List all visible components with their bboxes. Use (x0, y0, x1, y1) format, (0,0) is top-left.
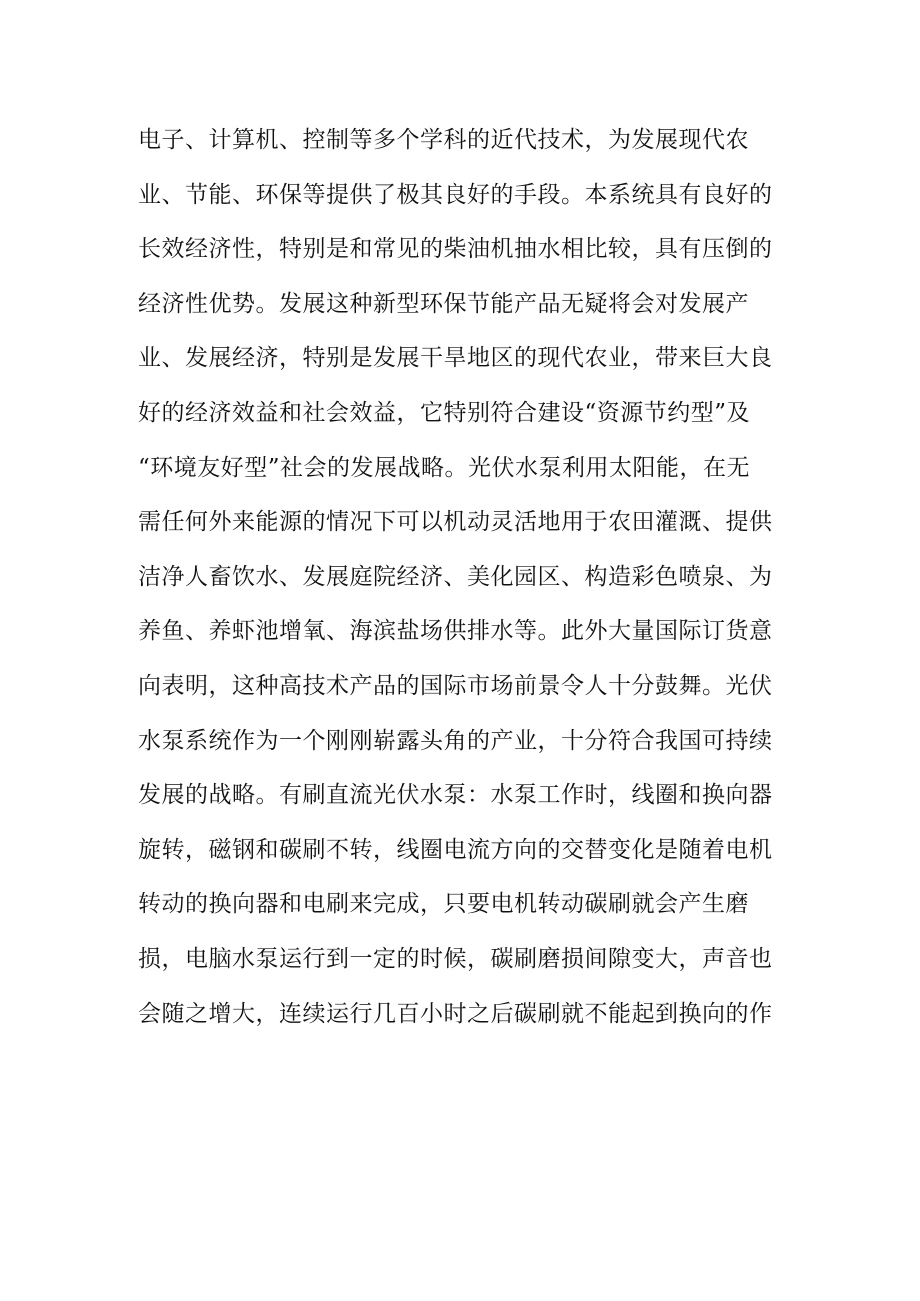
text-line: 会随之增大，连续运行几百小时之后碳刷就不能起到换向的作 (138, 1000, 773, 1027)
text-line: 洁净人畜饮水、发展庭院经济、美化园区、构造彩色喷泉、为 (138, 563, 773, 590)
text-line: 需任何外来能源的情况下可以机动灵活地用于农田灌溉、提供 (138, 509, 773, 536)
body-text (138, 118, 778, 1046)
text-line: 业、发展经济，特别是发展干旱地区的现代农业，带来巨大良 (138, 345, 773, 372)
text-line: 旋转，磁钢和碳刷不转，线圈电流方向的交替变化是随着电机 (138, 836, 773, 863)
text-line: 长效经济性，特别是和常见的柴油机抽水相比较，具有压倒的 (138, 236, 773, 263)
text-line: 业、节能、环保等提供了极其良好的手段。本系统具有良好的 (138, 181, 773, 208)
text-line: 电子、计算机、控制等多个学科的近代技术，为发展现代农 (138, 127, 749, 153)
text-line: 转动的换向器和电刷来完成，只要电机转动碳刷就会产生磨 (138, 891, 749, 918)
text-line: 水泵系统作为一个刚刚崭露头角的产业，十分符合我国可持续 (138, 727, 773, 754)
text-line: 向表明，这种高技术产品的国际市场前景令人十分鼓舞。光伏 (138, 672, 773, 699)
text-line: “环境友好型”社会的发展战略。光伏水泵利用太阳能，在无 (138, 454, 751, 481)
text-line: 发展的战略。有刷直流光伏水泵：水泵工作时，线圈和换向器 (138, 782, 773, 809)
text-line: 养鱼、养虾池增氧、海滨盐场供排水等。此外大量国际订货意 (138, 618, 773, 645)
text-line: 好的经济效益和社会效益，它特别符合建设“资源节约型”及 (138, 399, 751, 426)
text-line: 损，电脑水泵运行到一定的时候，碳刷磨损间隙变大，声音也 (138, 945, 773, 972)
text-line: 经济性优势。发展这种新型环保节能产品无疑将会对发展产 (138, 290, 749, 317)
